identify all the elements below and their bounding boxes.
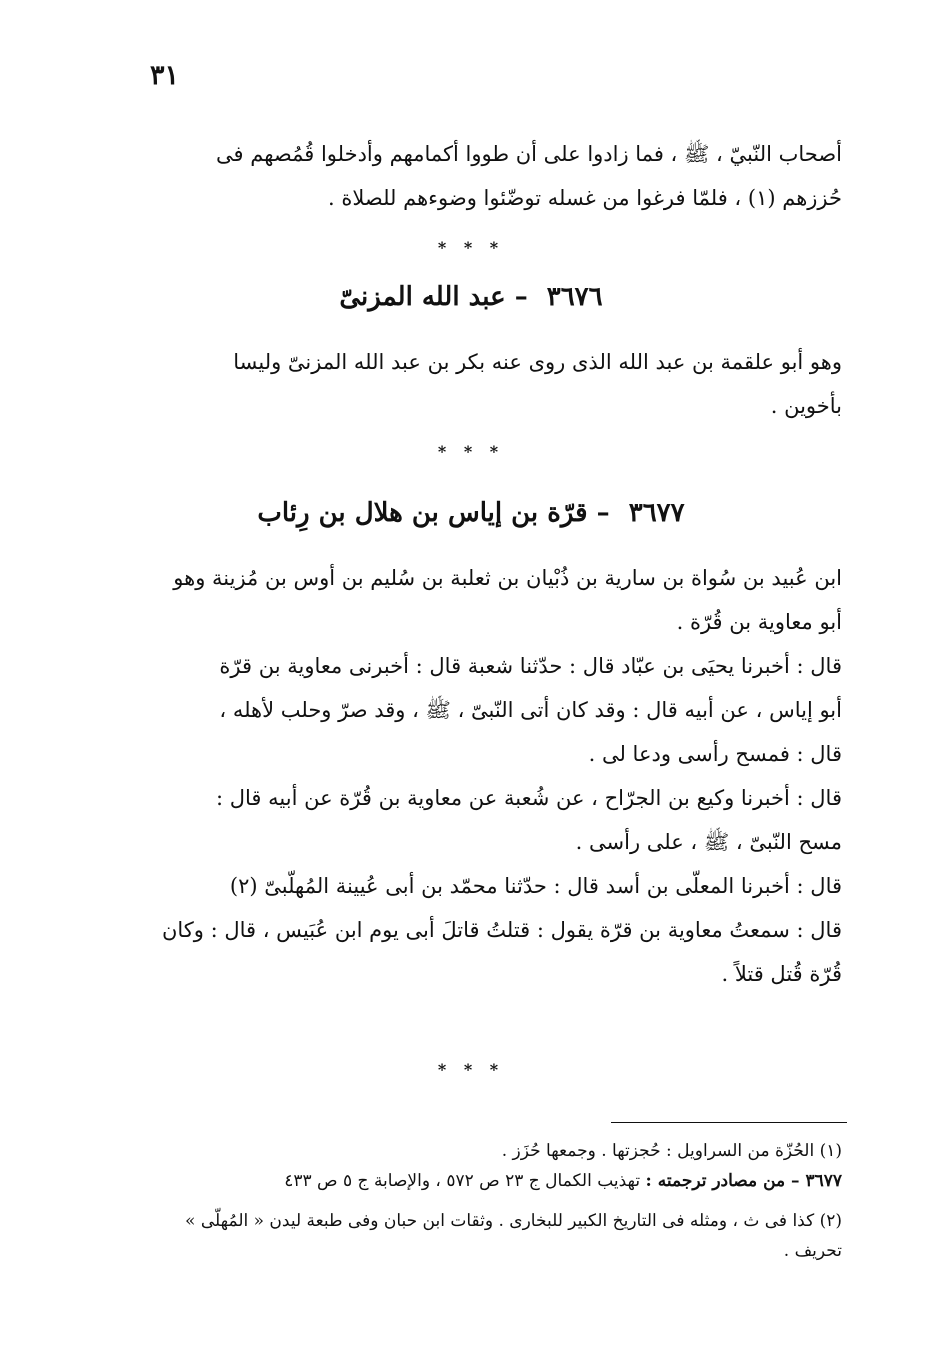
text-line: قال : أخبرنا يحيَى بن عبّاد قال : حدّثنا شعبة قال : أخبرنى معاوية بن قرّة	[219, 654, 842, 678]
entry-number: ٣٦٧٧	[628, 498, 685, 528]
text-line: تحريف .	[783, 1241, 842, 1261]
text-line: مسح النّبىّ ، ﷺ ، على رأسى .	[575, 830, 842, 854]
entry-name: عبد الله المزنىّ	[339, 282, 506, 312]
footnote-1: (١) الحُزّة من السراويل : حُجزتها . وجمعها حُزَز .	[501, 1141, 842, 1161]
sources-label: ٣٦٧٧ – من مصادر ترجمته :	[645, 1171, 842, 1191]
entry-3676-text	[148, 340, 842, 428]
page-number: ٣١	[150, 60, 180, 91]
sources-text: تهذيب الكمال ج ٢٣ ص ٥٧٢ ، والإصابة ج ٥ ص ٤٣٣	[284, 1171, 641, 1191]
text-line: ابن عُبيد بن سُواة بن سارية بن ذُبْيان بن ثعلبة بن سُليم بن أوس بن مُزينة وهو	[173, 566, 842, 590]
text-line: قال : فمسح رأسى ودعا لى .	[588, 742, 842, 766]
section-separator: * * *	[437, 1060, 505, 1079]
text-line: أبو إياس ، عن أبيه قال : وقد كان أتى النّبىّ ، ﷺ ، وقد صرّ وحلب لأهله ،	[219, 698, 842, 722]
entry-number: ٣٦٧٦	[546, 282, 603, 312]
text-line: حُززهم (١) ، فلمّا فرغوا من غسله توضّئوا وضوءهم للصلاة .	[327, 186, 842, 210]
text-line: قُرّة قُتل قتلاً .	[721, 962, 842, 986]
text-line: (٢) كذا فى ث ، ومثله فى التاريخ الكبير للبخارى . وثقات ابن حبان وفى طبعة ليدن « المُهلّى »	[185, 1211, 842, 1231]
entry-3677-text	[148, 556, 842, 996]
section-separator: * * *	[437, 442, 505, 461]
text-line: قال : سمعتُ معاوية بن قرّة يقول : قتلتُ قاتلَ أبى يوم ابن عُبَيس ، قال : وكان	[161, 918, 842, 942]
entry-dash: –	[514, 282, 528, 312]
entry-heading-3677	[0, 498, 942, 528]
text-line: قال : أخبرنا المعلّى بن أسد قال : حدّثنا محمّد بن أبى عُيينة المُهلّبىّ (٢)	[229, 874, 842, 898]
section-separator: * * *	[437, 238, 505, 257]
entry-heading-3676	[0, 282, 942, 312]
entry-dash: –	[596, 498, 610, 528]
text-line: قال : أخبرنا وكيع بن الجرّاح ، عن شُعبة عن معاوية بن قُرّة عن أبيه قال :	[216, 786, 842, 810]
footnote-2	[142, 1206, 842, 1266]
footnote-sources	[142, 1166, 842, 1196]
text-line: أبو معاوية بن قُرّة .	[676, 610, 842, 634]
footnote-rule	[611, 1122, 847, 1123]
top-paragraph	[148, 132, 842, 220]
text-line: أصحاب النّبيّ ، ﷺ ، فما زادوا على أن طووا أكمامهم وأدخلوا قُمُصهم فى	[216, 142, 842, 166]
text-line: بأخوين .	[770, 394, 842, 418]
text-line: وهو أبو علقمة بن عبد الله الذى روى عنه بكر بن عبد الله المزنىّ وليسا	[233, 350, 842, 374]
entry-name: قرّة بن إياس بن هلال بن رِئاب	[257, 498, 588, 528]
